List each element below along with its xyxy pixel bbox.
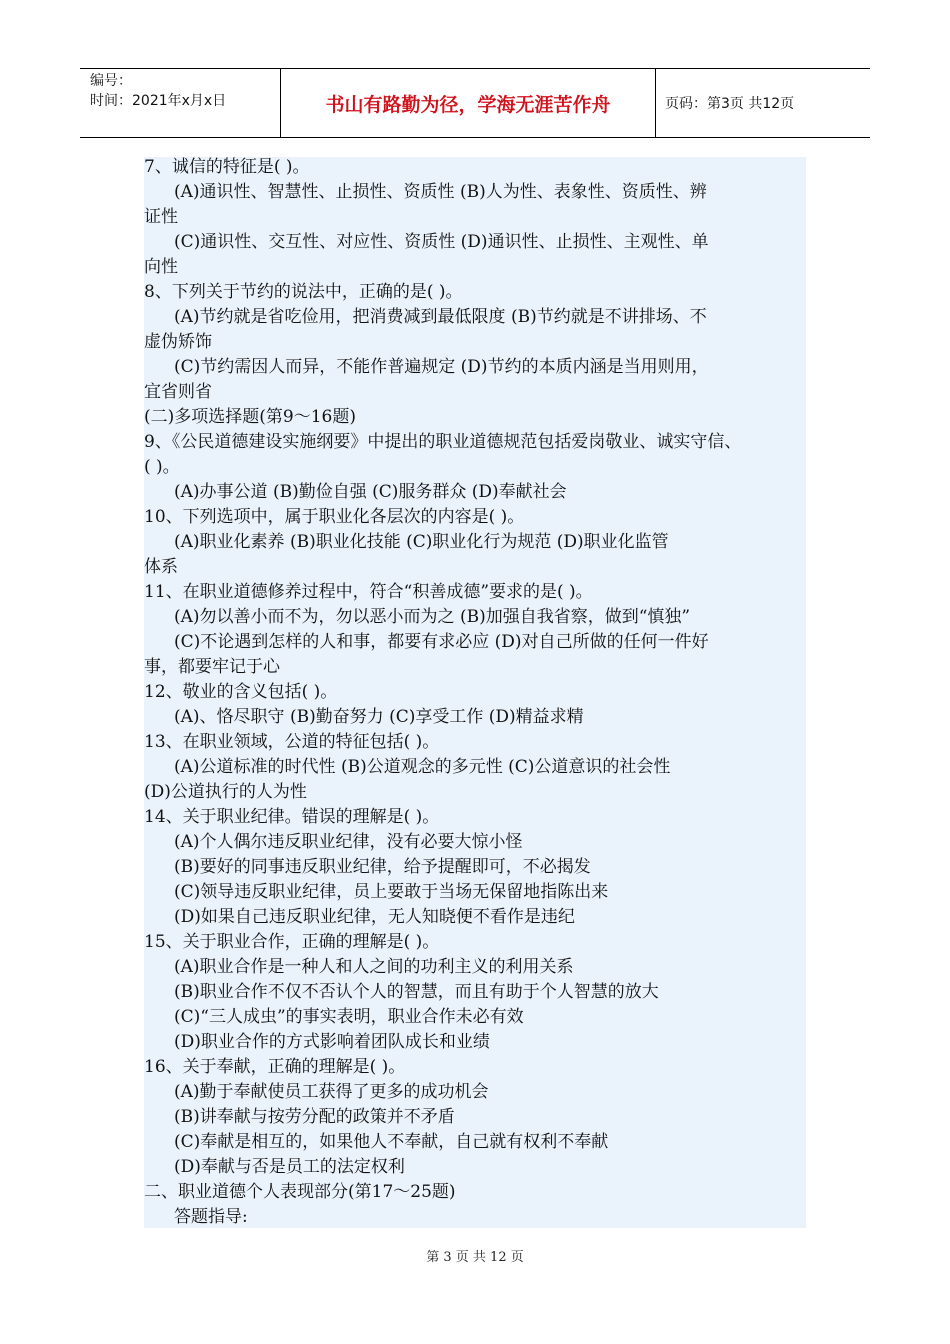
text-line: 10、下列选项中，属于职业化各层次的内容是( )。 (144, 507, 525, 527)
text-line: 事，都要牢记于心 (144, 657, 280, 677)
text-line: (D)公道执行的人为性 (144, 782, 307, 802)
text-line: 13、在职业领域，公道的特征包括( )。 (144, 732, 440, 752)
text-line: 15、关于职业合作，正确的理解是( )。 (144, 932, 440, 952)
text-line: (B)要好的同事违反职业纪律，给予提醒即可，不必揭发 (174, 857, 591, 877)
text-line: 14、关于职业纪律。错误的理解是( )。 (144, 807, 440, 827)
text-line: (A)办事公道 (B)勤俭自强 (C)服务群众 (D)奉献社会 (174, 482, 567, 502)
text-line: (A)勤于奉献使员工获得了更多的成功机会 (174, 1082, 489, 1102)
header-meta (80, 69, 280, 137)
text-line: 体系 (144, 557, 178, 577)
text-line: 7、诚信的特征是( )。 (144, 157, 310, 177)
text-line: (A)通识性、智慧性、止损性、资质性 (B)人为性、表象性、资质性、辨 (174, 182, 707, 202)
question-content (144, 157, 806, 1228)
text-line: 16、关于奉献，正确的理解是( )。 (144, 1057, 406, 1077)
text-line: (A)、恪尽职守 (B)勤奋努力 (C)享受工作 (D)精益求精 (174, 707, 584, 727)
text-line: (C)不论遇到怎样的人和事，都要有求必应 (D)对自己所做的任何一件好 (174, 632, 709, 652)
page-footer: 第 3 页 共 12 页 (426, 1250, 524, 1265)
text-line: (C)领导违反职业纪律，员上要敢于当场无保留地指陈出来 (174, 882, 609, 902)
text-line: (C)“三人成虫”的事实表明，职业合作未必有效 (174, 1007, 524, 1027)
text-line: 宜省则省 (144, 382, 212, 402)
text-line: (C)奉献是相互的，如果他人不奉献，自己就有权利不奉献 (174, 1132, 609, 1152)
text-line: 二、职业道德个人表现部分(第17～25题) (144, 1182, 456, 1202)
text-line: (A)职业化素养 (B)职业化技能 (C)职业化行为规范 (D)职业化监管 (174, 532, 669, 552)
header-motto: 书山有路勤为径，学海无涯苦作舟 (280, 69, 656, 137)
text-line: 证性 (144, 207, 178, 227)
text-line: 虚伪矫饰 (144, 332, 212, 352)
text-line: (C)节约需因人而异，不能作普遍规定 (D)节约的本质内涵是当用则用， (174, 357, 709, 377)
text-line: 8、下列关于节约的说法中，正确的是( )。 (144, 282, 463, 302)
text-line: 答题指导: (174, 1207, 248, 1227)
text-line: 向性 (144, 257, 178, 277)
document-date-label: 时间：2021年x月x日 (90, 93, 227, 109)
page-header (80, 68, 870, 138)
text-line: (A)勿以善小而不为，勿以恶小而为之 (B)加强自我省察，做到“慎独” (174, 607, 691, 627)
text-line: (D)职业合作的方式影响着团队成长和业绩 (174, 1032, 490, 1052)
document-number-label: 编号： (90, 73, 132, 89)
text-line: (D)如果自己违反职业纪律，无人知晓便不看作是违纪 (174, 907, 575, 927)
text-line: (C)通识性、交互性、对应性、资质性 (D)通识性、止损性、主观性、单 (174, 232, 709, 252)
text-line: (A)公道标准的时代性 (B)公道观念的多元性 (C)公道意识的社会性 (174, 757, 671, 777)
text-line: (B)职业合作不仅不否认个人的智慧，而且有助于个人智慧的放大 (174, 982, 659, 1002)
text-line: 11、在职业道德修养过程中，符合“积善成德”要求的是( )。 (144, 582, 593, 602)
text-line: (D)奉献与否是员工的法定权利 (174, 1157, 405, 1177)
text-line: (A)职业合作是一种人和人之间的功利主义的利用关系 (174, 957, 574, 977)
text-line: 9、《公民道德建设实施纲要》中提出的职业道德规范包括爱岗敬业、诚实守信、 (144, 432, 742, 452)
text-line: 12、敬业的含义包括( )。 (144, 682, 338, 702)
text-line: ( )。 (144, 457, 180, 477)
text-line: (二)多项选择题(第9～16题) (144, 407, 356, 427)
text-line: (A)节约就是省吃俭用，把消费减到最低限度 (B)节约就是不讲排场、不 (174, 307, 707, 327)
header-page-info: 页码：第3页 共12页 (665, 96, 795, 112)
text-line: (A)个人偶尔违反职业纪律，没有必要大惊小怪 (174, 832, 523, 852)
text-line: (B)讲奉献与按劳分配的政策并不矛盾 (174, 1107, 455, 1127)
